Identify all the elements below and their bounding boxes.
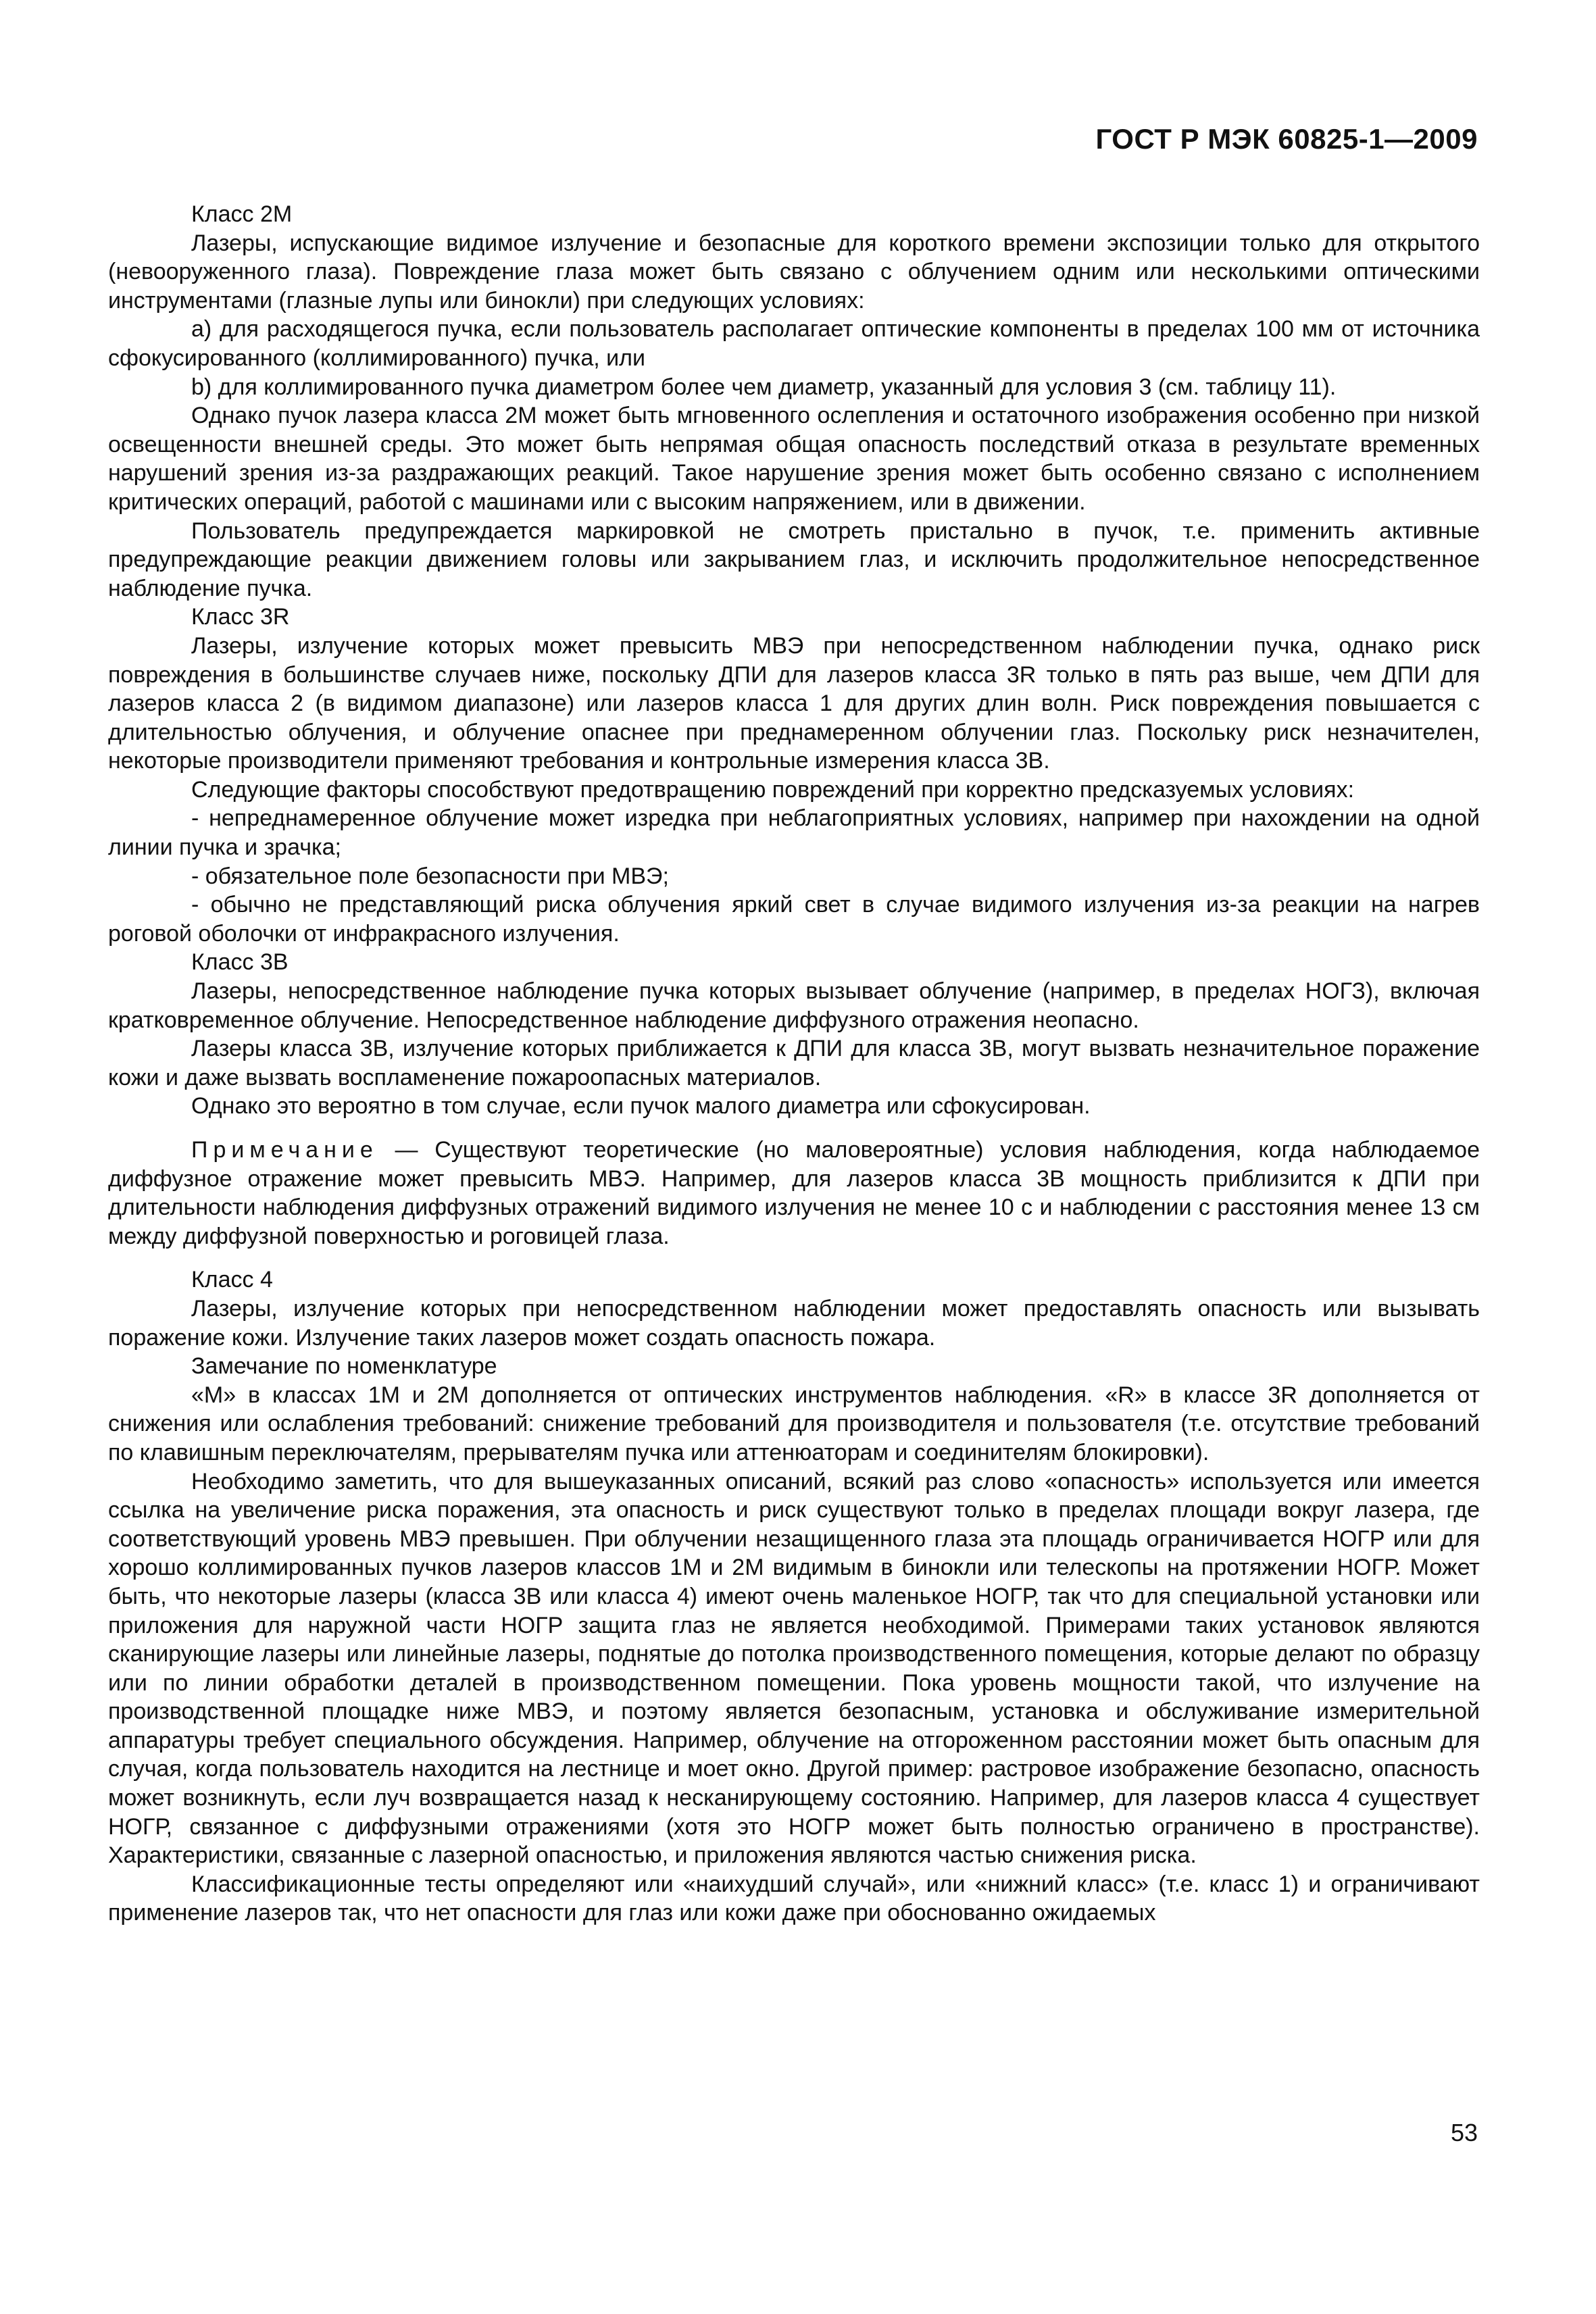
note-paragraph (108, 1136, 1480, 1251)
paragraph: Лазеры, испускающие видимое излучение и безопасные для короткого времени экспозиции только для открытого (невооруженного глаза). Повреждение глаза может быть связано с облучением одним или несколькими оптическими инструментами (глазные лупы или бинокли) при следующих условиях: (108, 230, 1480, 313)
paragraph: Лазеры класса 3В, излучение которых приближается к ДПИ для класса 3В, могут вызвать незначительное поражение кожи и даже вызвать воспламенение пожароопасных материалов. (108, 1036, 1480, 1090)
standard-code-header: ГОСТ Р МЭК 60825-1—2009 (1095, 123, 1478, 155)
paragraph: Лазеры, непосредственное наблюдение пучка которых вызывает облучение (например, в пределах НОГЗ), включая кратковременное облучение. Непосредственное наблюдение диффузного отражения неопасно. (108, 978, 1480, 1033)
list-item: - непреднамеренное облучение может изредка при неблагоприятных условиях, например при нахождении на одной линии пучка и зрачка; (108, 805, 1480, 861)
list-item: a) для расходящегося пучка, если пользователь располагает оптические компоненты в пределах 100 мм от источника сфокусированного (коллимированного) пучка, или (108, 316, 1480, 371)
page-number: 53 (1450, 2119, 1478, 2146)
paragraph: Следующие факторы способствуют предотвращению повреждений при корректно предсказуемых условиях: (191, 776, 1355, 803)
note-text: — Существуют теоретические (но маловероятные) условия наблюдения, когда наблюдаемое диффузное отражение может превысить МВЭ. Например, для лазеров класса 3В мощность приблизится к ДПИ при длительности наблюдения диффузных отражений видимого излучения не менее 10 с и наблюдении с расстояния менее 13 см между диффузной поверхностью и роговицей глаза. (108, 1137, 1480, 1249)
list-item: - обязательное поле безопасности при МВЭ; (191, 863, 669, 889)
heading-class-4: Класс 4 (191, 1267, 273, 1293)
heading-class-3r: Класс 3R (191, 604, 290, 630)
paragraph: «М» в классах 1М и 2М дополняется от оптических инструментов наблюдения. «R» в классе 3R дополняется от снижения или ослабления требований: снижение требований для производителя и пользователя (т.е. отсутствие требований по клавишным переключателям, прерывателям пучка или аттенюаторам и соединителям блокировки). (108, 1382, 1480, 1465)
page-body (108, 200, 1480, 1928)
note-label: Примечание (191, 1137, 378, 1163)
paragraph: Однако это вероятно в том случае, если пучок малого диаметра или сфокусирован. (191, 1093, 1091, 1120)
paragraph: Классификационные тесты определяют или «наихудший случай», или «нижний класс» (т.е. класс 1) и ограничивают применение лазеров так, что нет опасности для глаз или кожи даже при обоснованно ожидаемых (108, 1871, 1480, 1926)
list-item: - обычно не представляющий риска облучения яркий свет в случае видимого излучения из-за реакции на нагрев роговой оболочки от инфракрасного излучения. (108, 892, 1480, 947)
heading-class-2m: Класс 2М (191, 201, 293, 227)
paragraph: Однако пучок лазера класса 2М может быть мгновенного ослепления и остаточного изображения особенно при низкой освещенности внешней среды. Это может быть непрямая общая опасность последствий отказа в результате временных нарушений зрения из-за раздражающих реакций. Такое нарушение зрения может быть особенно связано с исполнением критических операций, работой с машинами или с высоким напряжением, или в движении. (108, 403, 1480, 515)
list-item: b) для коллимированного пучка диаметром более чем диаметр, указанный для условия 3 (см. таблицу 11). (191, 374, 1337, 400)
paragraph: Необходимо заметить, что для вышеуказанных описаний, всякий раз слово «опасность» используется или имеется ссылка на увеличение риска поражения, эта опасность и риск существуют только в пределах площади вокруг лазера, где соответствующий уровень МВЭ превышен. При облучении незащищенного глаза эта площадь ограничивается НОГР или для хорошо коллимированных пучков лазеров классов 1М и 2М видимым в бинокли или телескопы на протяжении НОГР. Может быть, что некоторые лазеры (класса 3В или класса 4) имеют очень маленькое НОГР, так что для специальной установки или приложения для наружной части НОГР защита глаз не является необходимой. Примерами таких установок являются сканирующие лазеры или линейные лазеры, поднятые до потолка производственного помещения, которые делают по образцу или по линии обработки деталей в производственном помещении. Пока уровень мощности такой, что излучение на производственной площадке ниже МВЭ, и поэтому является безопасным, установка и обслуживание измерительной аппаратуры требует специального обсуждения. Например, облучение на отгороженном расстоянии может быть опасным для случая, когда пользователь находится на лестнице и моет окно. Другой пример: растровое изображение безопасно, опасность может возникнуть, если луч возвращается назад к несканирующему состоянию. Например, для лазеров класса 4 существует НОГР, связанное с диффузными отражениями (хотя это НОГР может быть полностью ограничено в пространстве). Характеристики, связанные с лазерной опасностью, и приложения являются частью снижения риска. (108, 1468, 1480, 1869)
heading-class-3b: Класс 3В (191, 949, 289, 976)
paragraph: Лазеры, излучение которых при непосредственном наблюдении может предоставлять опасность или вызывать поражение кожи. Излучение таких лазеров может создать опасность пожара. (108, 1295, 1480, 1351)
heading-nomenclature-remark: Замечание по номенклатуре (191, 1353, 497, 1380)
paragraph: Пользователь предупреждается маркировкой не смотреть пристально в пучок, т.е. применить активные предупреждающие реакции движением головы или закрыванием глаз, и исключить продолжительное непосредственное наблюдение пучка. (108, 518, 1480, 601)
paragraph: Лазеры, излучение которых может превысить МВЭ при непосредственном наблюдении пучка, однако риск повреждения в большинстве случаев ниже, поскольку ДПИ для лазеров класса 3R только в пять раз выше, чем ДПИ для лазеров класса 2 (в видимом диапазоне) или лазеров класса 1 для других длин волн. Риск повреждения повышается с длительностью облучения, и облучение опаснее при преднамеренном облучении глаз. Поскольку риск незначителен, некоторые производители применяют требования и контрольные измерения класса 3В. (108, 632, 1480, 774)
